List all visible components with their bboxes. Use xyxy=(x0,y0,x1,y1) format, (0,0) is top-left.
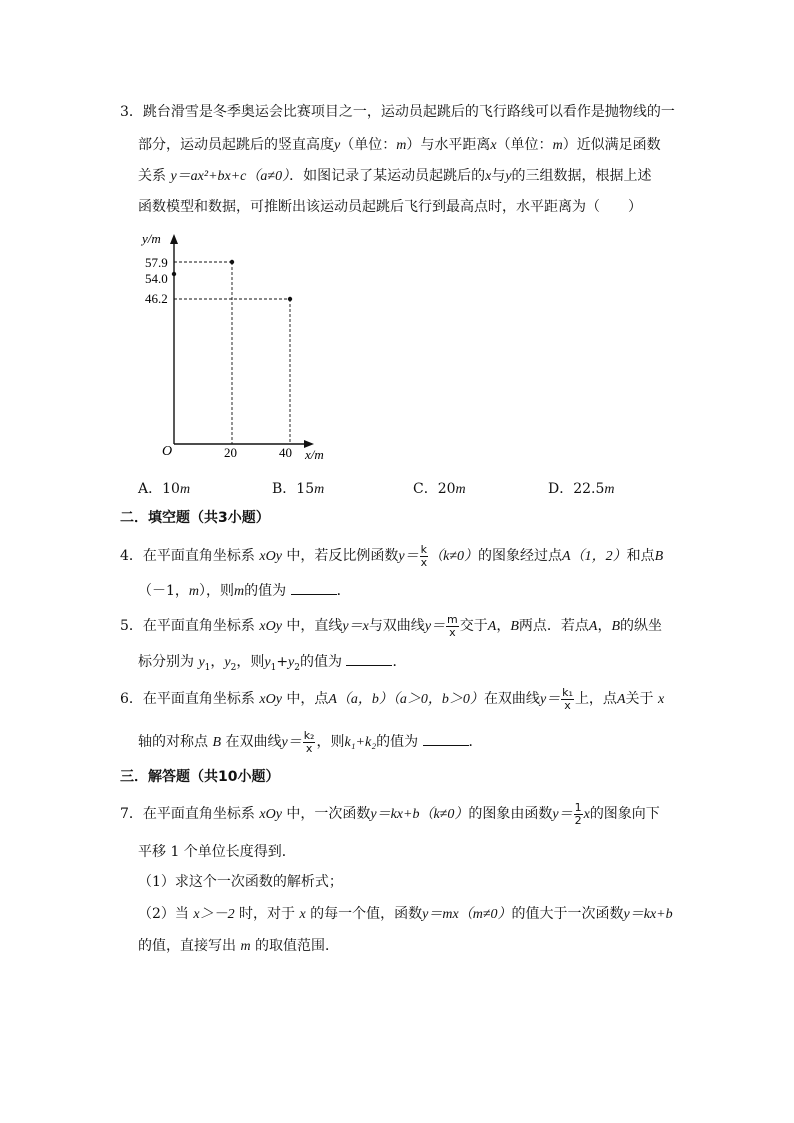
fraction: $\frac{1}{2}$ xyxy=(574,800,582,827)
fraction: $\frac{m}{x}$ xyxy=(447,612,458,639)
q3-text: 近似满足函数 xyxy=(576,137,661,153)
q3-text: 与 xyxy=(491,168,506,184)
q6-line-2: 轴的对称点 B 在双曲线y＝ $\frac{\text{k₂}}{x}$ ，则k₁+k₂的值为 ． xyxy=(138,728,483,755)
answer-blank[interactable] xyxy=(423,733,469,746)
q3-chart xyxy=(130,228,330,468)
option-a[interactable]: A．10m xyxy=(138,481,191,497)
data-point-1 xyxy=(230,260,234,264)
y-axis-arrow xyxy=(170,234,178,244)
q3-line-4 xyxy=(138,198,642,216)
q3-line-3 xyxy=(138,167,652,186)
y-axis-label: y/m xyxy=(142,231,161,246)
q3-text: ．如图记录了某运动员起跳后的 xyxy=(289,168,486,184)
ytick-label: 57.9 xyxy=(145,255,168,270)
q3-text: ）与水平距离 xyxy=(406,137,491,153)
q7-part-1: （1）求这个一次函数的解析式； xyxy=(138,874,343,890)
q3-text: 的三组数据，根据上述 xyxy=(511,168,652,184)
x-axis-label: x/m xyxy=(305,447,324,462)
question-number: 6． xyxy=(120,691,143,707)
answer-blank[interactable] xyxy=(346,653,392,666)
q5-line-2: 标分别为 $y_1$，$y_2$，则$y_1+y_2$的值为 ． xyxy=(138,654,407,673)
data-point-2 xyxy=(288,297,292,301)
q3-text: 跳台滑雪是冬季奥运会比赛项目之一，运动员起跳后的飞行路线可以看作是抛物线的一 xyxy=(142,104,675,120)
ytick-label: 54.0 xyxy=(145,271,168,286)
q7-part-2: （2）当 x＞－2 时，对于 x 的每一个值，函数y＝mx（m≠0）的值大于一次函数y＝kx+b xyxy=(138,906,673,922)
xtick-label: 40 xyxy=(279,445,292,460)
var-x: x xyxy=(485,169,492,184)
option-c[interactable]: C．20m xyxy=(413,481,466,497)
q3-text: （单位： xyxy=(340,137,397,153)
unit-m: m xyxy=(396,138,407,153)
q3-text: 函数模型和数据，可推断出该运动员起跳后飞行到最高点时，水平距离为（ ） xyxy=(138,199,642,215)
option-d[interactable]: D．22.5m xyxy=(548,481,615,497)
q4-line-1: 4．在平面直角坐标系 xOy 中，若反比例函数y＝ $\frac{k}{x}$ （k≠0）的图象经过点A（1，2）和点B xyxy=(120,542,664,569)
q4-line-2: （－1，m），则m的值为 ． xyxy=(138,583,351,599)
xtick-label: 20 xyxy=(224,445,237,460)
q7-line-2: 平移 1 个单位长度得到． xyxy=(138,844,296,860)
answer-blank[interactable] xyxy=(291,582,337,595)
q5-line-1: 5．在平面直角坐标系 xOy 中，直线y＝x与双曲线y＝ $\frac{m}{x}$ 交于A，B两点．若点A，B的纵坐 xyxy=(120,612,662,639)
question-number: 3． xyxy=(120,104,143,120)
option-b[interactable]: B．15m xyxy=(272,481,325,497)
section-title-fill-in: 二．填空题（共3小题） xyxy=(120,510,270,526)
question-number: 7． xyxy=(120,806,143,822)
section-title-solutions: 三．解答题（共10小题） xyxy=(120,769,280,785)
q7-line-1: 7．在平面直角坐标系 xOy 中，一次函数y＝kx+b（k≠0）的图象由函数y＝ $\frac{1}{2}$ x的图象向下 xyxy=(120,800,660,827)
function-formula: y＝ax²+bx+c（a≠0） xyxy=(170,169,290,184)
question-number: 5． xyxy=(120,618,143,634)
fraction: $\frac{k}{x}$ xyxy=(420,542,428,569)
q6-line-1: 6．在平面直角坐标系 xOy 中，点A（a，b）（a＞0，b＞0）在双曲线y＝ $\frac{\text{k₁}}{x}$ 上，点A关于 x xyxy=(120,685,665,712)
q7-part-2-cont: 的值，直接写出 m 的取值范围． xyxy=(138,938,340,954)
q3-line-1 xyxy=(120,103,675,121)
var-y: y xyxy=(505,169,512,184)
fraction: $\frac{\text{k₂}}{x}$ xyxy=(303,728,315,755)
q3-text: 部分，运动员起跳后的竖直高度 xyxy=(138,137,334,153)
question-number: 4． xyxy=(120,548,143,564)
q3-line-2: 部分，运动员起跳后的竖直高度y（单位：m）与水平距离x（单位：m）近似满足函数 xyxy=(138,137,661,153)
unit-m: m xyxy=(552,138,563,153)
var-x: x xyxy=(490,138,497,153)
var-y: y xyxy=(334,138,341,153)
q3-text: 关系 xyxy=(138,168,166,184)
fraction: $\frac{\text{k₁}}{x}$ xyxy=(562,685,573,712)
ytick-label: 46.2 xyxy=(145,291,168,306)
origin-label: O xyxy=(162,444,173,459)
